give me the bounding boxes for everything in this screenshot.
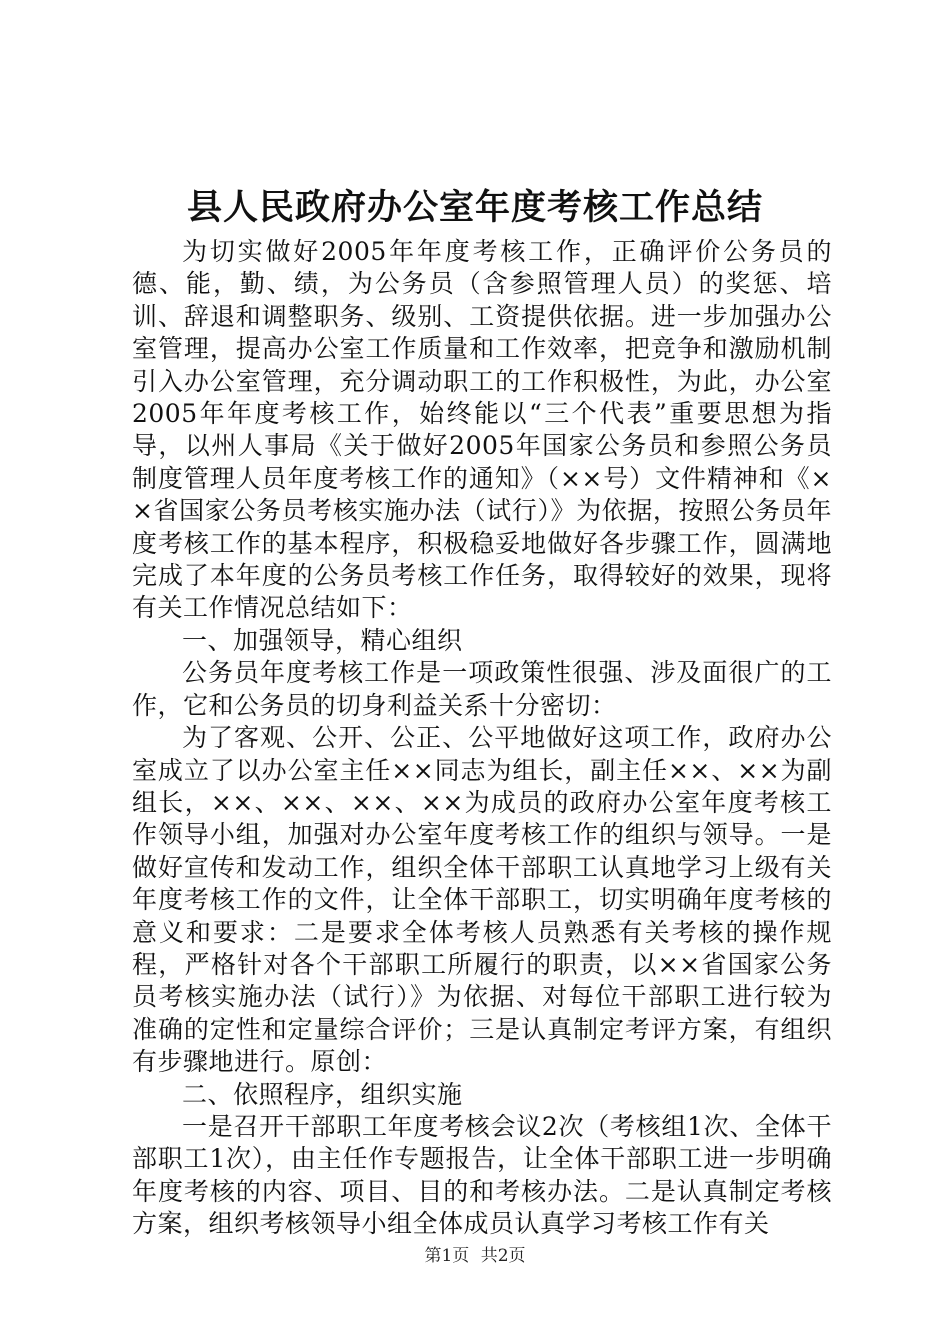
paragraph-intro: 为切实做好2005年年度考核工作，正确评价公务员的德、能，勤、绩，为公务员（含参照管理人员）的奖惩、培训、辞退和调整职务、级别、工资提供依据。进一步加强办公室管理，提高办公室工作质量和工作效率，把竞争和激励机制引入办公室管理，充分调动职工的工作积极性，为此，办公室2005年年度考核工作，始终能以“三个代表”重要思想为指导，以州人事局《关于做好2005年国家公务员和参照公务员制度管理人员年度考核工作的通知》（××号）文件精神和《××省国家公务员考核实施办法（试行）》为依据，按照公务员年度考核工作的基本程序，积极稳妥地做好各步骤工作，圆满地完成了本年度的公务员考核工作任务，取得较好的效果，现将有关工作情况总结如下： bbox=[132, 237, 832, 623]
paragraph-section-1-body: 为了客观、公开、公正、公平地做好这项工作，政府办公室成立了以办公室主任××同志为组长，副主任××、××为副组长，××、××、××、××为成员的政府办公室年度考核工作领导小组，加强对办公室年度考核工作的组织与领导。一是做好宣传和发动工作，组织全体干部职工认真地学习上级有关年度考核工作的文件，让全体干部职工，切实明确年度考核的意义和要求：二是要求全体考核人员熟悉有关考核的操作规程，严格针对各个干部职工所履行的职责，以××省国家公务员考核实施办法（试行）》为依据、对每位干部职工进行较为准确的定性和定量综合评价；三是认真制定考评方案，有组织有步骤地进行。原创： bbox=[132, 723, 832, 1077]
document-body bbox=[132, 236, 832, 1241]
page-footer bbox=[0, 1244, 950, 1268]
page-number-total: 共2页 bbox=[480, 1246, 526, 1266]
paragraph-section-2-body: 一是召开干部职工年度考核会议2次（考核组1次、全体干部职工1次），由主任作专题报告，让全体干部职工进一步明确年度考核的内容、项目、目的和考核办法。二是认真制定考核方案，组织考核领导小组全体成员认真学习考核工作有关 bbox=[132, 1111, 832, 1239]
paragraph-section-1-intro: 公务员年度考核工作是一项政策性很强、涉及面很广的工作，它和公务员的切身利益关系十分密切： bbox=[132, 658, 832, 720]
section-heading-2: 二、依照程序，组织实施 bbox=[182, 1079, 463, 1109]
section-heading-1: 一、加强领导，精心组织 bbox=[182, 625, 463, 655]
document-title: 县人民政府办公室年度考核工作总结 bbox=[186, 187, 763, 228]
page-number-current: 第1页 bbox=[424, 1246, 470, 1266]
